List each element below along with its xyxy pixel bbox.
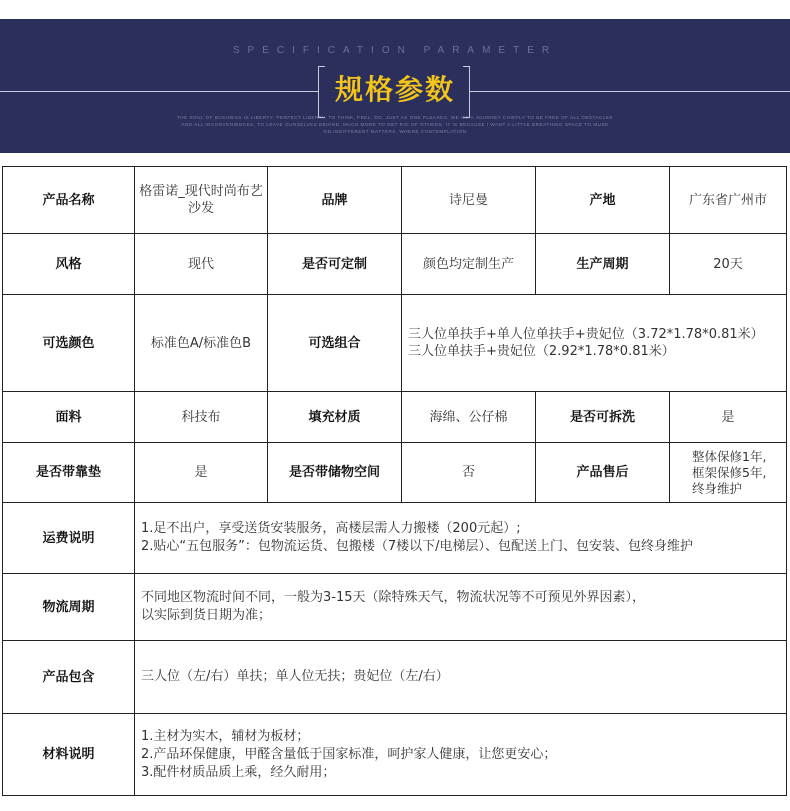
fabric-label: 面料 <box>3 392 135 443</box>
combo-option-2: 三人位单扶手+贵妃位（2.92*1.78*0.81米） <box>408 344 675 359</box>
brand-value: 诗尼曼 <box>402 167 536 234</box>
table-row <box>3 714 787 796</box>
table-row <box>3 574 787 641</box>
table-row <box>3 443 787 503</box>
logistics-line-1: 不同地区物流时间不同，一般为3-15天（除特殊天气，物流状况等不可预见外界因素）， <box>141 590 646 605</box>
shipping-label: 运费说明 <box>3 503 135 574</box>
filling-label: 填充材质 <box>268 392 402 443</box>
shipping-value <box>135 503 787 574</box>
table-row <box>3 392 787 443</box>
storage-value: 否 <box>402 443 536 503</box>
material-line-1: 1.主材为实木，辅材为板材； <box>141 728 310 744</box>
table-row <box>3 503 787 574</box>
english-title: SPECIFICATION PARAMETER <box>232 45 558 56</box>
style-value: 现代 <box>135 234 268 295</box>
combo-option-1: 三人位单扶手+单人位单扶手+贵妃位（3.72*1.78*0.81米） <box>408 327 764 342</box>
header-banner <box>0 19 790 153</box>
contents-label: 产品包含 <box>3 641 135 714</box>
combo-label: 可选组合 <box>268 295 402 392</box>
cycle-label: 生产周期 <box>536 234 670 295</box>
combo-value <box>402 295 787 392</box>
storage-label: 是否带储物空间 <box>268 443 402 503</box>
aftersale-line-2: 框架保修5年, <box>692 464 767 480</box>
brand-label: 品牌 <box>268 167 402 234</box>
logistics-label: 物流周期 <box>3 574 135 641</box>
colors-label: 可选颜色 <box>3 295 135 392</box>
removable-label: 是否可拆洗 <box>536 392 670 443</box>
banner-fine-print-3: ON INDIFFERENT MATTERS, WHERE CONTEMPLATION <box>323 129 467 134</box>
material-line-3: 3.配件材质品质上乘，经久耐用； <box>141 764 336 780</box>
logistics-value <box>135 574 787 641</box>
customizable-label: 是否可定制 <box>268 234 402 295</box>
origin-value: 广东省广州市 <box>670 167 787 234</box>
table-row <box>3 641 787 714</box>
cushion-label: 是否带靠垫 <box>3 443 135 503</box>
customizable-value: 颜色均定制生产 <box>402 234 536 295</box>
aftersale-value <box>670 443 787 503</box>
banner-fine-print-2: AND ALL INCONVENIENCES; TO LEAVE OURSELVES BEHIND, MUCH MORE TO GET RID OF OTHERS. IT IS BECAUSE I WANT A LITTLE BREATHING SPACE TO MUSE <box>181 122 609 127</box>
material-label: 材料说明 <box>3 714 135 796</box>
aftersale-label: 产品售后 <box>536 443 670 503</box>
shipping-line-2: 2.贴心“五包服务”：包物流运货、包搬楼（7楼以下/电梯层）、包配送上门、包安装、包终身维护 <box>141 539 694 554</box>
product-name-value: 格雷诺_现代时尚布艺沙发 <box>135 167 268 234</box>
filling-value: 海绵、公仔棉 <box>402 392 536 443</box>
colors-value: 标准色A/标准色B <box>135 295 268 392</box>
cycle-value: 20天 <box>670 234 787 295</box>
aftersale-line-3: 终身维护 <box>692 480 743 496</box>
logistics-line-2: 以实际到货日期为准； <box>141 608 272 623</box>
contents-value: 三人位（左/右）单扶；单人位无扶；贵妃位（左/右） <box>135 641 787 714</box>
removable-value: 是 <box>670 392 787 443</box>
table-row <box>3 167 787 234</box>
aftersale-line-1: 整体保修1年, <box>692 448 767 464</box>
banner-fine-print-1: THE SOUL OF BUSINESS IS LIBERTY, PERFECT LIBERTY. TO THINK, FEEL, DO, JUST AS ONE PLEASES. WE GO A JOURNEY CHIEFLY TO BE FREE OF ALL OBSTACLES <box>177 115 613 120</box>
fabric-value: 科技布 <box>135 392 268 443</box>
table-row <box>3 295 787 392</box>
origin-label: 产地 <box>536 167 670 234</box>
spec-table <box>2 166 787 796</box>
shipping-line-1: 1.足不出户，享受送货安装服务，高楼层需人力搬楼（200元起）; <box>141 521 521 536</box>
cushion-value: 是 <box>135 443 268 503</box>
product-name-label: 产品名称 <box>3 167 135 234</box>
material-line-2: 2.产品环保健康，甲醛含量低于国家标准，呵护家人健康，让您更安心； <box>141 746 557 762</box>
page-title: 规格参数 <box>334 73 455 106</box>
material-value <box>135 714 787 796</box>
style-label: 风格 <box>3 234 135 295</box>
table-row <box>3 234 787 295</box>
